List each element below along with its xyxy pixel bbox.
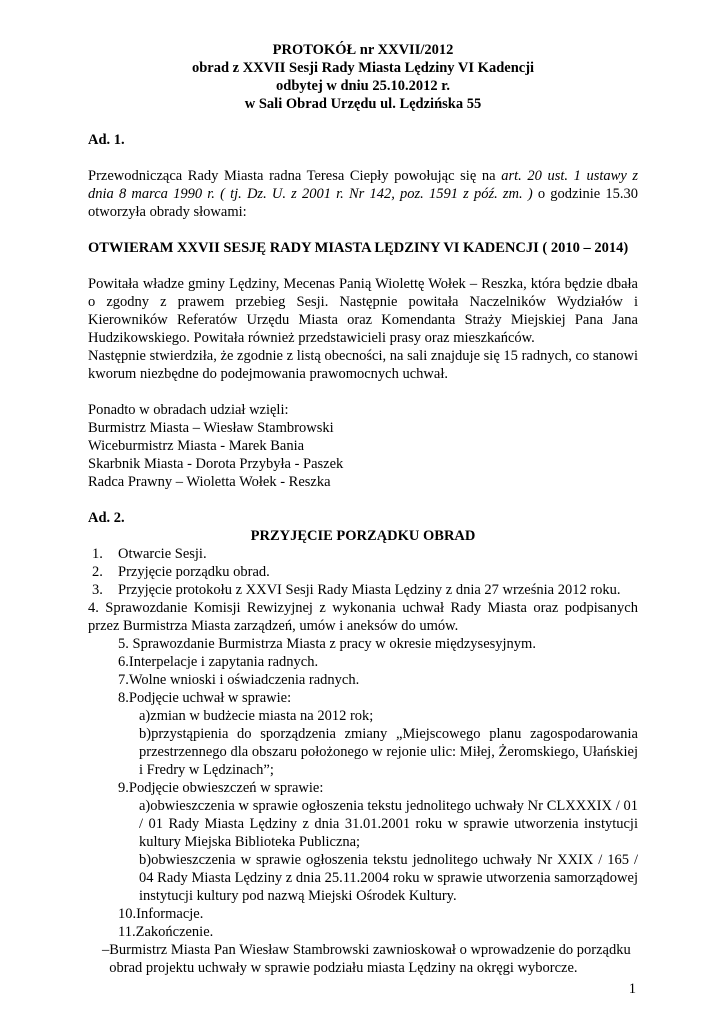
- ad1-intro-b: o godzinie 15.30 otworzyła obrady słowami:: [88, 186, 638, 220]
- ad1-intro: [88, 167, 638, 221]
- opening-declaration: OTWIERAM XXVII SESJĘ RADY MIASTA LĘDZINY VI KADENCJI ( 2010 – 2014): [88, 240, 629, 256]
- attendee-line: Wiceburmistrz Miasta - Marek Bania: [88, 438, 305, 454]
- agenda-item-9b: b)obwieszczenia w sprawie ogłoszenia tekstu jednolitego uchwały Nr XXIX / 165 / 04 Rady Miasta Lędziny z dnia 25.11.2004 roku w sprawie utworzenia samorządowej instytucji kultury pod nazwą Miejski Ośrodek Kultury.: [139, 852, 638, 904]
- agenda-item-5: 5. Sprawozdanie Burmistrza Miasta z pracy w okresie międzysesyjnym.: [118, 636, 536, 652]
- agenda-item-8a: a)zmian w budżecie miasta na 2012 rok;: [139, 708, 374, 724]
- agenda-item-8: 8.Podjęcie uchwał w sprawie:: [118, 690, 292, 706]
- ad1-heading: Ad. 1.: [88, 132, 125, 148]
- agenda-item-text: Przyjęcie protokołu z XXVI Sesji Rady Miasta Lędziny z dnia 27 września 2012 roku.: [118, 582, 621, 598]
- agenda-item-9a: a)obwieszczenia w sprawie ogłoszenia tekstu jednolitego uchwały Nr CLXXXIX / 01 / 01 Rady Miasta Lędziny z dnia 31.01.2001 roku w sprawie utworzenia instytucji kultury Miejska Biblioteka Publiczna;: [139, 798, 638, 850]
- agenda-item-7: 7.Wolne wnioski i oświadczenia radnych.: [118, 672, 360, 688]
- mayor-motion: [88, 941, 638, 977]
- document-page: [88, 41, 638, 977]
- law-reference: art. 20 ust. 1 ustawy z dnia 8 marca 1990 r. ( tj. Dz. U. z 2001 r. Nr 142, poz. 1591 z póź. zm. ): [88, 168, 639, 202]
- protocol-title: PROTOKÓŁ nr XXVII/2012: [272, 42, 454, 58]
- welcome-paragraph: Powitała władze gminy Lędziny, Mecenas Panią Wiolettę Wołek – Reszka, która będzie dbała o zgodny z prawem przebieg Sesji. Następnie powitała Naczelników Wydziałów i Kierowników Referatów Urzędu Miasta oraz Komendanta Straży Miejskiej Pana Jana Hudzikowskiego. Powitała również przedstawicieli prasy oraz mieszkańców.: [88, 276, 638, 346]
- attendee-line: Burmistrz Miasta – Wiesław Stambrowski: [88, 420, 334, 436]
- agenda-item-9: 9.Podjęcie obwieszczeń w sprawie:: [118, 780, 324, 796]
- agenda-item-4: 4. Sprawozdanie Komisji Rewizyjnej z wykonania uchwał Rady Miasta oraz podpisanych przez Burmistrza Miasta zarządzeń, umów i aneksów do umów.: [88, 600, 638, 634]
- agenda-title: PRZYJĘCIE PORZĄDKU OBRAD: [250, 528, 476, 544]
- attendee-line: Skarbnik Miasta - Dorota Przybyła - Paszek: [88, 456, 344, 472]
- agenda-item-number: 2.: [92, 564, 103, 580]
- session-venue: w Sali Obrad Urzędu ul. Lędzińska 55: [244, 96, 482, 112]
- agenda-item-number: 1.: [92, 546, 103, 562]
- session-date: odbytej w dniu 25.10.2012 r.: [276, 78, 450, 94]
- agenda-item-8b: b)przystąpienia do sporządzenia zmiany „Miejscowego planu zagospodarowania przestrzennego dla obszaru położonego w rejonie ulic: Miłej, Żeromskiego, Ułańskiej i Fredry w Lędzinach”;: [139, 726, 638, 778]
- dash-bullet: –: [102, 942, 110, 958]
- agenda-item-6: 6.Interpelacje i zapytania radnych.: [118, 654, 319, 670]
- agenda-item-10: 10.Informacje.: [118, 906, 204, 922]
- agenda-item-11: 11.Zakończenie.: [118, 924, 214, 940]
- session-title: obrad z XXVII Sesji Rady Miasta Lędziny VI Kadencji: [191, 60, 535, 76]
- agenda-item-number: 3.: [92, 582, 103, 598]
- agenda-item-text: Otwarcie Sesji.: [118, 546, 207, 562]
- attendees-intro: Ponadto w obradach udział wzięli:: [88, 402, 289, 418]
- ad2-heading: Ad. 2.: [88, 510, 125, 526]
- attendee-line: Radca Prawny – Wioletta Wołek - Reszka: [88, 474, 331, 490]
- page-number: 1: [628, 981, 636, 997]
- ad1-intro-a: Przewodnicząca Rady Miasta radna Teresa Ciepły powołując się na: [88, 168, 502, 184]
- agenda-item: [88, 581, 638, 599]
- quorum-paragraph: Następnie stwierdziła, że zgodnie z listą obecności, na sali znajduje się 15 radnych, co stanowi kworum niezbędne do podejmowania prawomocnych uchwał.: [88, 348, 638, 382]
- agenda-item: [88, 545, 638, 563]
- agenda-item: [88, 563, 638, 581]
- agenda-item-text: Przyjęcie porządku obrad.: [118, 564, 270, 580]
- mayor-motion-text: Burmistrz Miasta Pan Wiesław Stambrowski zawnioskował o wprowadzenie do porządku obrad projektu uchwały w sprawie podziału miasta Lędziny na okręgi wyborcze.: [109, 942, 631, 976]
